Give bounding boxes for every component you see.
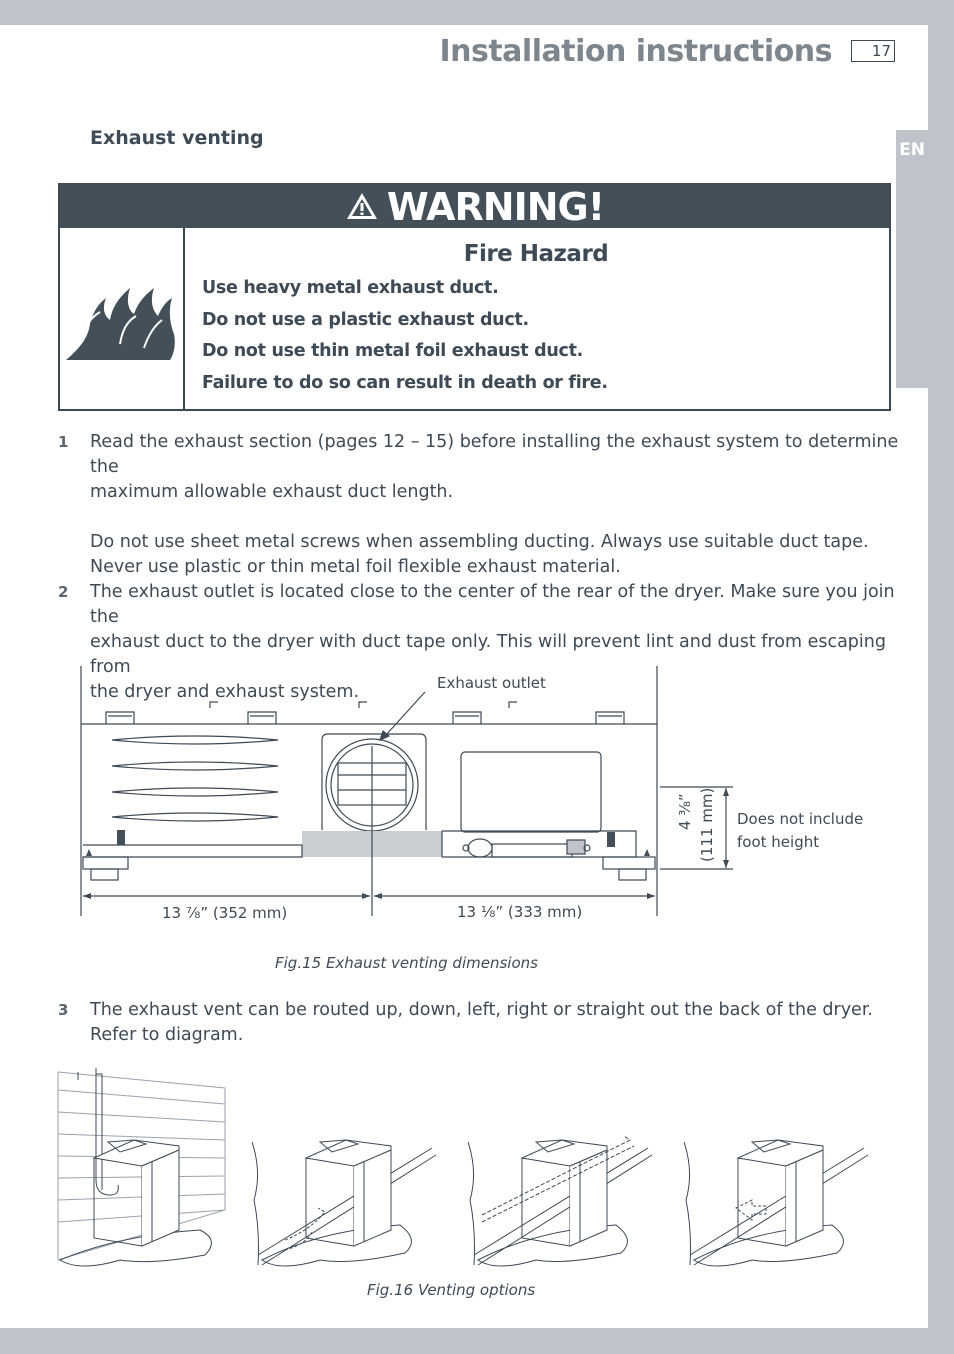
right-dimension-label: 13 ⅛” (333 mm) [457,903,583,921]
vent-down-option [252,1140,436,1266]
text-line: exhaust duct to the dryer with duct tape only. This will prevent lint and dust from escaping from [90,632,886,677]
vent-sideways-option [468,1136,652,1266]
text-line: The exhaust outlet is located close to the center of the rear of the dryer. Make sure you join the [90,582,895,627]
step-number: 2 [58,583,69,601]
hazard-line: Failure to do so can result in death or fire. [202,373,608,393]
language-tab[interactable] [896,130,928,388]
text-line: Refer to diagram. [90,1025,244,1045]
text-line: The exhaust vent can be routed up, down, left, right or straight out the back of the dryer. [90,1000,873,1020]
text-line: the dryer and exhaust system. [90,682,360,702]
vent-straight-back-option [684,1140,868,1266]
exhaust-outlet-label: Exhaust outlet [437,674,546,692]
foot-height-note: foot height [737,833,820,851]
height-dimension-inch: 4 ³⁄₈” [676,793,694,830]
hazard-line: Do not use a plastic exhaust duct. [202,310,529,330]
hazard-title: Fire Hazard [463,241,609,267]
text-line: Do not use sheet metal screws when assembling ducting. Always use suitable duct tape. [90,532,869,552]
text-line: Read the exhaust section (pages 12 – 15) before installing the exhaust system to determine the [90,432,899,477]
step-number: 1 [58,433,69,451]
warning-banner-text: WARNING! [386,185,605,229]
section-title: Exhaust venting [90,127,264,149]
warning-box [58,183,891,411]
page-number: 17 [851,40,895,62]
vent-up-option [58,1068,225,1266]
step-number: 3 [58,1001,69,1019]
fire-icon [60,228,183,411]
warning-banner [60,185,889,228]
venting-options-illustration [0,1060,954,1270]
step-paragraph [90,998,900,1048]
text-line: Never use plastic or thin metal foil flexible exhaust material. [90,557,621,577]
language-tab-label: EN [899,140,925,160]
fire-hazard-cell [60,228,185,409]
page-title: Installation instructions [439,34,832,69]
figure-caption: Fig.15 Exhaust venting dimensions [275,954,538,972]
left-dimension-label: 13 ⁷⁄₈” (352 mm) [162,904,288,922]
hazard-line: Use heavy metal exhaust duct. [202,278,499,298]
warning-triangle-icon [345,191,379,221]
height-dimension-mm: (111 mm) [698,787,716,862]
text-line: maximum allowable exhaust duct length. [90,482,454,502]
figure-caption: Fig.16 Venting options [367,1281,536,1299]
hazard-line: Do not use thin metal foil exhaust duct. [202,341,584,361]
step-paragraph [90,430,900,580]
foot-height-note: Does not include [737,810,864,828]
